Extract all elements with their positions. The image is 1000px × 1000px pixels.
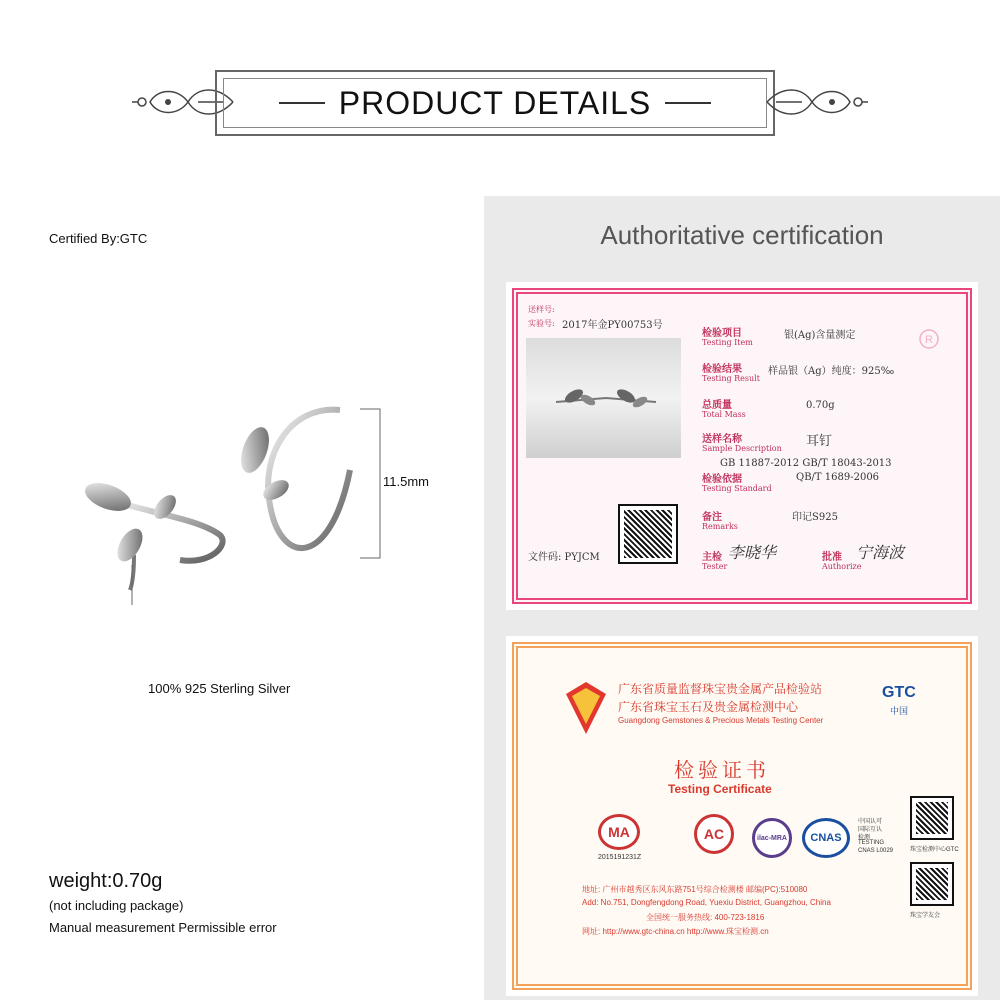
sample-photo-earrings	[526, 338, 681, 458]
ilac-badge-text: ilac-MRA	[757, 834, 787, 842]
ac-badge-icon	[694, 814, 734, 854]
item-value: 银(Ag)含量测定	[784, 330, 856, 341]
package-note: (not including package)	[49, 898, 184, 913]
result-value: 样品银（Ag）纯度：925‰	[768, 366, 895, 377]
ma-badge-text: MA	[608, 824, 630, 840]
gtc-qr-code-icon	[910, 796, 954, 840]
cert-title-en: Testing Certificate	[668, 782, 772, 796]
dimension-label: 11.5mm	[383, 474, 429, 489]
ac-badge-text: AC	[703, 826, 725, 842]
sample-photo	[526, 338, 681, 458]
item-label: 检验项目	[702, 328, 742, 339]
banner-dash-left	[279, 102, 325, 104]
address-cn: 地址: 广州市越秀区东风东路751号综合检测楼 邮编(PC):510080	[582, 885, 808, 894]
error-note: Manual measurement Permissible error	[49, 920, 277, 935]
result-label: 检验结果	[702, 364, 742, 375]
approve-label: 批准	[822, 552, 842, 563]
right-ornament-icon	[762, 76, 872, 128]
cnas-badge-text: CNAS	[810, 832, 842, 844]
name-value: 耳钉	[806, 434, 833, 449]
approve-label-en: Authorize	[822, 562, 862, 571]
mass-label-en: Total Mass	[702, 410, 746, 419]
standard-label: 检验依据	[702, 474, 742, 485]
page-title: PRODUCT DETAILS	[338, 84, 652, 121]
cnas-line-5: CNAS L0029	[858, 848, 894, 854]
qr-code-icon	[618, 504, 678, 564]
certified-by-text: Certified By:GTC	[49, 231, 148, 246]
cnas-line-3: 检测	[858, 835, 871, 841]
tester-signature: 李晓华	[728, 543, 777, 562]
qr-caption-1: 珠宝检测中心GTC	[910, 847, 959, 853]
silver-test-certificate	[506, 282, 978, 610]
org-en: Guangdong Gemstones & Precious Metals Testing Center	[618, 716, 824, 725]
remarks-label: 备注	[702, 512, 722, 523]
website: 网址: http://www.gtc-china.cn http://www.珠宝检测.cn	[582, 927, 769, 936]
remarks-label-en: Remarks	[702, 522, 738, 531]
certification-panel	[484, 196, 1000, 1000]
result-label-en: Testing Result	[702, 374, 760, 383]
gtc-country: 中国	[890, 706, 909, 716]
svg-text:R: R	[925, 334, 933, 346]
ilac-badge-icon	[752, 818, 792, 858]
weight-text: weight:0.70g	[49, 870, 163, 892]
earring-product-image	[70, 395, 400, 605]
standard-line-2: QB/T 1689-2006	[796, 472, 880, 483]
banner-dash-right	[665, 102, 711, 104]
name-label-en: Sample Description	[702, 444, 782, 453]
cnas-line-2: 国际互认	[858, 827, 883, 833]
mass-label: 总质量	[702, 400, 732, 411]
cert-title-cn: 检验证书	[674, 760, 770, 782]
address-en: Add: No.751, Dongfengdong Road, Yuexiu District, Guangzhou, China	[582, 898, 831, 907]
cnas-line-1: 中国认可	[858, 819, 883, 825]
item-label-en: Testing Item	[702, 338, 753, 347]
gtc-testing-certificate	[506, 636, 978, 996]
standard-line-1: GB 11887-2012 GB/T 18043-2013	[720, 458, 892, 469]
mass-value: 0.70g	[806, 400, 835, 411]
qr-caption-2: 珠宝学友会	[910, 913, 941, 919]
hotline: 全国统一服务热线: 400-723-1816	[646, 913, 765, 922]
remarks-value: 印记S925	[792, 512, 838, 523]
org-cn-1: 广东省质量监督珠宝贵金属产品检验站	[618, 682, 823, 696]
cnas-line-4: TESTING	[858, 840, 885, 846]
approve-signature: 宁海波	[856, 543, 905, 562]
ma-badge-icon	[598, 814, 640, 850]
gtc-shield-logo-icon	[564, 680, 608, 736]
exp-no-value: 2017年金PY00753号	[562, 320, 663, 331]
material-label: 100% 925 Sterling Silver	[148, 681, 291, 696]
header-banner-inner	[223, 78, 767, 128]
header-banner	[215, 70, 775, 136]
file-no: 文件码: PYJCM	[528, 552, 600, 563]
tester-label-en: Tester	[702, 562, 728, 571]
jewelry-qr-code-icon	[910, 862, 954, 906]
sample-no-label: 送样号:	[528, 305, 555, 314]
registered-mark-icon	[918, 328, 940, 350]
tester-label: 主检	[702, 552, 722, 563]
exp-no-label: 实验号:	[528, 319, 555, 328]
standard-label-en: Testing Standard	[702, 484, 772, 493]
ma-number: 2015191231Z	[598, 854, 642, 861]
certification-heading: Authoritative certification	[600, 220, 884, 250]
gtc-logo-text: GTC	[882, 684, 916, 701]
cnas-badge-icon	[802, 818, 850, 858]
name-label: 送样名称	[702, 434, 742, 445]
org-cn-2: 广东省珠宝玉石及贵金属检测中心	[618, 700, 799, 714]
